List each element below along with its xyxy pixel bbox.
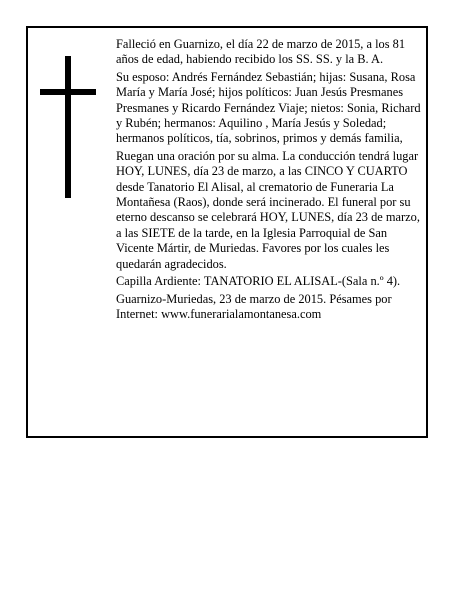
funeral-details: Ruegan una oración por su alma. La conducción tendrá lugar HOY, LUNES, día 23 de marzo, a las CINCO Y CUARTO desde Tanatorio El Alisal, al crematorio de Funeraria La Montañesa (Raos), donde será incinerado. El funeral por su eterno descanso se celebrará HOY, LUNES, día 23 de marzo, a las SIETE de la tarde, en la Iglesia Parroquial de San Vicente Mártir, de Muriedas. Favores por los cuales les quedarán agradecidos.: [116, 148, 420, 271]
cross-horizontal-bar: [40, 89, 96, 95]
family-list: Su esposo: Andrés Fernández Sebastián; hijas: Susana, Rosa María y María José; hijos políticos: Juan Jesús Presmanes Presmanes y Ricardo Fernández Viaje; nietos: Sonia, Richard y Rubén; hermanos: Aquilino , María Jesús y Soledad; hermanos políticos, tía, sobrinos, primos y demás familia,: [116, 69, 421, 146]
obituary-notice: [26, 26, 428, 438]
notice-text: [116, 37, 424, 324]
cross-icon: [40, 56, 96, 198]
place-date-condolences: Guarnizo-Muriedas, 23 de marzo de 2015. Pésames por Internet: www.funerarialamontanesa.com: [116, 291, 392, 321]
death-announcement: Falleció en Guarnizo, el día 22 de marzo de 2015, a los 81 años de edad, habiendo recibido los SS. SS. y la B. A.: [116, 37, 406, 67]
cross-vertical-bar: [65, 56, 71, 198]
chapel-info: Capilla Ardiente: TANATORIO EL ALISAL-(Sala n.º 4).: [116, 274, 401, 289]
